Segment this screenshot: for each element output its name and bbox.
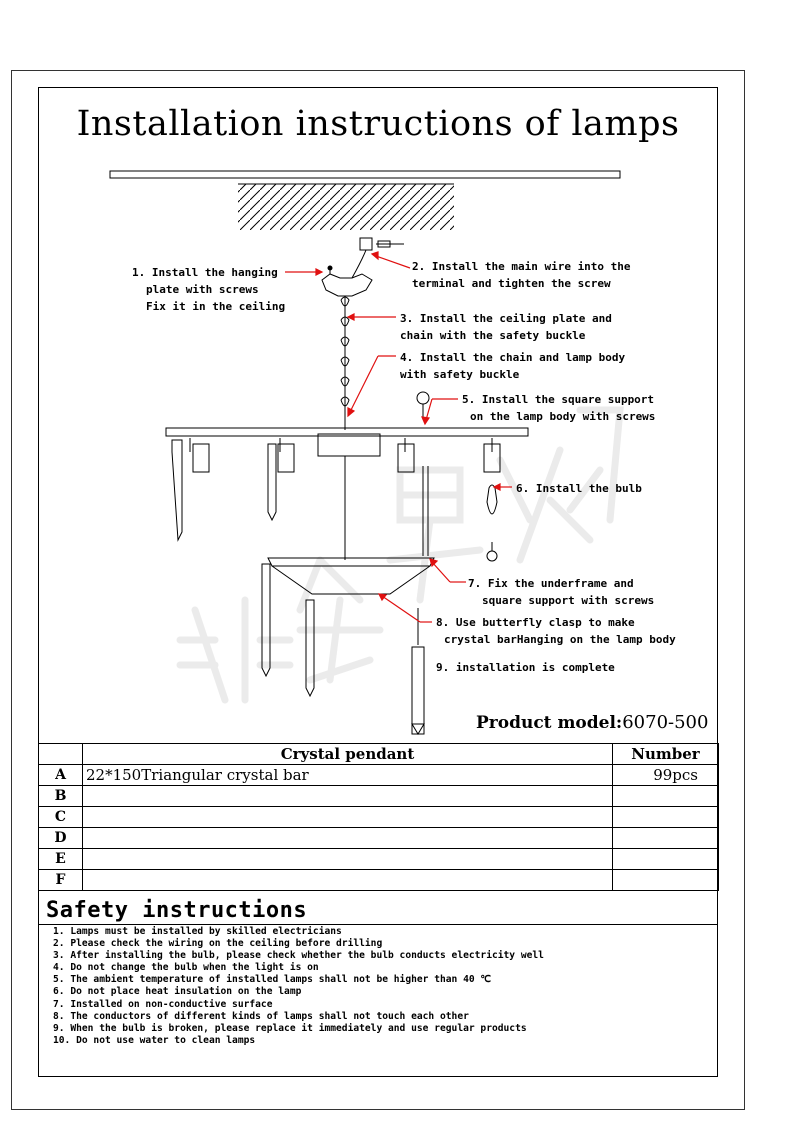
- list-item: 4. Do not change the bulb when the light is on: [53, 962, 319, 974]
- list-item: 2. Please check the wiring on the ceiling before drilling: [53, 938, 383, 950]
- list-item: 10. Do not use water to clean lamps: [53, 1034, 256, 1046]
- row-number: [613, 807, 719, 828]
- table-row: [39, 786, 719, 807]
- watermark: [180, 410, 620, 700]
- ceiling-line: [110, 171, 620, 178]
- row-desc: [83, 807, 613, 828]
- row-letter: F: [39, 870, 83, 891]
- step-5-label: 5. Install the square support on the lamp body with screws: [462, 393, 656, 423]
- step-6-label: 6. Install the bulb: [516, 482, 642, 495]
- row-desc: [83, 849, 613, 870]
- product-model-value: 6070-500: [622, 712, 709, 733]
- step-7-label: 7. Fix the underframe and square support with screws: [468, 577, 655, 607]
- row-desc: [83, 828, 613, 849]
- row-letter: C: [39, 807, 83, 828]
- header-pendant: Crystal pendant: [83, 744, 613, 765]
- row-number: [613, 849, 719, 870]
- row-number: [613, 786, 719, 807]
- table-row: [39, 765, 719, 786]
- step-3-label: 3. Install the ceiling plate and chain with the safety buckle: [400, 312, 612, 342]
- parts-table-header: [39, 744, 719, 765]
- list-item: 9. When the bulb is broken, please replace it immediately and use regular products: [53, 1022, 527, 1034]
- row-letter: A: [39, 765, 83, 786]
- table-row: [39, 870, 719, 891]
- product-model: [476, 712, 708, 733]
- row-letter: D: [39, 828, 83, 849]
- row-number: [613, 870, 719, 891]
- table-row: [39, 828, 719, 849]
- ceiling-hatch: [238, 184, 454, 230]
- step-8-label: 8. Use butterfly clasp to make crystal barHanging on the lamp body: [436, 616, 676, 646]
- list-item: 5. The ambient temperature of installed lamps shall not be higher than 40 ℃: [53, 974, 492, 986]
- row-letter: B: [39, 786, 83, 807]
- row-letter: E: [39, 849, 83, 870]
- document-title: Installation instructions of lamps: [76, 104, 680, 144]
- header-letter: [39, 744, 83, 765]
- step-4-label: 4. Install the chain and lamp body with safety buckle: [400, 351, 626, 381]
- canopy-and-chain: [322, 238, 404, 430]
- row-desc: 22*150Triangular crystal bar: [83, 765, 613, 786]
- safety-title: Safety instructions: [46, 898, 308, 923]
- table-row: [39, 849, 719, 870]
- list-item: 6. Do not place heat insulation on the lamp: [53, 986, 302, 998]
- row-desc: [83, 870, 613, 891]
- header-number: Number: [613, 744, 719, 765]
- step-2-label: 2. Install the main wire into the terminal and tighten the screw: [412, 260, 631, 290]
- list-item: 8. The conductors of different kinds of lamps shall not touch each other: [53, 1010, 469, 1022]
- row-desc: [83, 786, 613, 807]
- product-model-label: Product model:: [476, 713, 623, 733]
- list-item: 7. Installed on non-conductive surface: [53, 998, 273, 1010]
- safety-divider: [38, 924, 718, 925]
- step-1-label: 1. Install the hanging plate with screws Fix it in the ceiling: [132, 266, 286, 313]
- table-row: [39, 807, 719, 828]
- list-item: 1. Lamps must be installed by skilled electricians: [53, 926, 342, 937]
- safety-list: [53, 926, 544, 1047]
- step-9-label: 9. installation is complete: [436, 661, 615, 674]
- list-item: 3. After installing the bulb, please check whether the bulb conducts electricity well: [53, 950, 544, 962]
- parts-table: [38, 743, 719, 891]
- row-number: 99pcs: [613, 765, 719, 786]
- row-number: [613, 828, 719, 849]
